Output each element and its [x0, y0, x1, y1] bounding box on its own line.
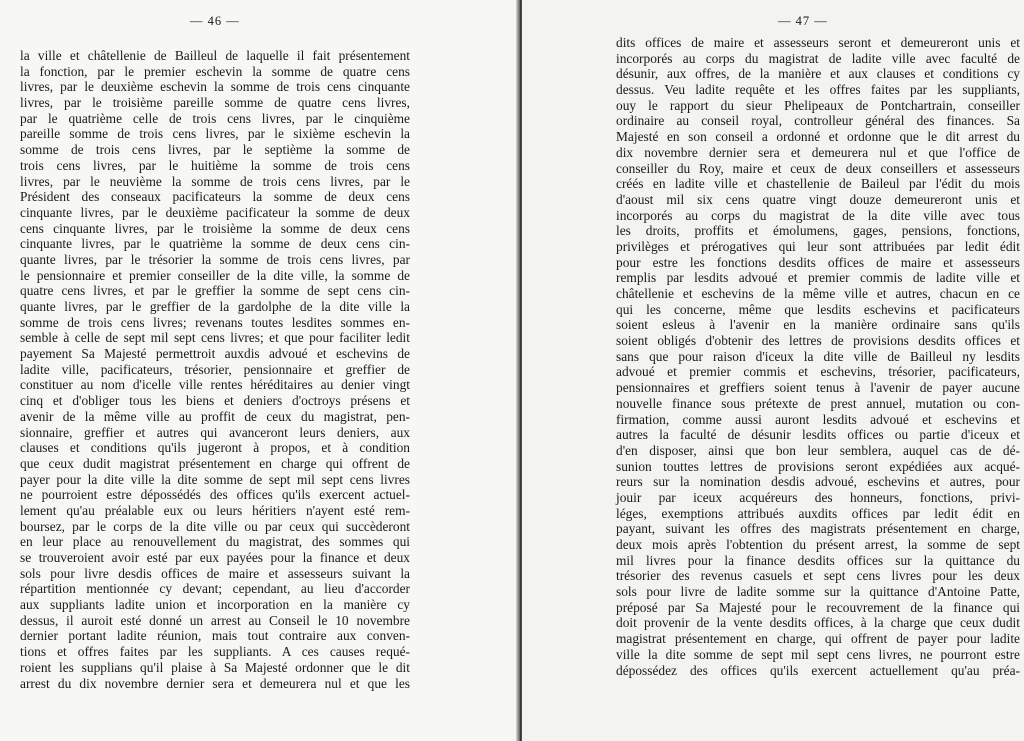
text-line: quante livres, par le trésorier la somme de trois cens livres, par: [20, 251, 410, 267]
text-line: lement qu'au préalable eux ou leurs héritiers n'ayent esté rem-: [20, 502, 410, 518]
text-line: clauses et conditions qu'ils jugeront à propos, et à condition: [20, 440, 410, 456]
text-line: semble à celle de sept mil sept cens livres; et que pour faciliter ledit: [20, 330, 410, 346]
text-line: répartition mentionnée cy devant; cependant, au lieu d'accorder: [20, 581, 410, 597]
text-line: ville la dite somme de sept mil sept cens livres, ne pourront estre: [616, 646, 1020, 662]
page-number-right: — 47 —: [778, 14, 828, 28]
text-line: dépossédez des offices qu'ils exercent actuellement qu'au préa-: [616, 662, 1020, 678]
text-line: incorporés au corps du magistrat de la dite ville avec tous: [616, 207, 1020, 223]
text-line: Majesté en son conseil a ordonné et ordonne que le dit arrest du: [616, 129, 1020, 145]
text-line: reurs sur la nomination desdis advoué, eschevins et autres, pour: [616, 474, 1020, 490]
text-line: désunir, aux offres, de la manière et aux clauses et conditions cy: [616, 66, 1020, 82]
right-page-text: [616, 35, 1020, 678]
right-page: [522, 0, 1024, 741]
text-line: aux suppliants ladite union et incorporation en la manière cy: [20, 597, 410, 613]
text-line: payant, suivant les offres des magistrats présentement en charge,: [616, 521, 1020, 537]
text-line: firmation, comme aussi auront lesdits advoué et eschevins et: [616, 411, 1020, 427]
text-line: livres, par le deuxième eschevin la somme de trois cens cinquante: [20, 79, 410, 95]
text-line: doit provenir de la vente desdits offices, à la charge que ceux dudit: [616, 615, 1020, 631]
text-line: ne pourroient estre dépossédés des offices qu'ils exercent actuel-: [20, 487, 410, 503]
text-line: cinq et d'obliger tous les biens et deniers d'octroys présens et: [20, 393, 410, 409]
text-line: dix novembre dernier sera et demeurera nul et que l'office de: [616, 144, 1020, 160]
text-line: ladite ville, pacificateurs, trésorier, pensionnaire et greffier de: [20, 361, 410, 377]
text-line: remplis par lesdits advoué et premier commis de ladite ville et: [616, 270, 1020, 286]
text-line: pour estre les fonctions desdits offices de maire et assesseurs: [616, 254, 1020, 270]
text-line: d'en disposer, ainsi que bon leur semblera, auquel cas de dé-: [616, 442, 1020, 458]
text-line: livres, par le troisième pareille somme de quatre cens livres,: [20, 95, 410, 111]
text-line: avenir de la même ville au proffit de ceux du magistrat, pen-: [20, 408, 410, 424]
text-line: quante livres, par le greffier de la gardolphe de la dite ville la: [20, 299, 410, 314]
text-line: en leur place au renouvellement du magistrat, des sommes qui: [20, 534, 410, 550]
text-line: payement Sa Majesté permettroit auxdis advoué et eschevins de: [20, 346, 410, 362]
text-line: tions et offres faites par les suppliants. A ces causes requé-: [20, 644, 410, 660]
text-line: sols pour livre de ladite somme sur la quittance d'Antoine Patte,: [616, 584, 1020, 600]
text-line: sans que pour raison d'iceux la dite ville de Bailleul ny lesdits: [616, 348, 1020, 364]
text-line: léges, exemptions attribués auxdits offices par ledit édit en: [616, 505, 1020, 521]
text-line: cens cinquante livres, par le troisième la somme de deux cens: [20, 220, 410, 236]
text-line: somme de trois cens livres, par le septième la somme de: [20, 142, 410, 158]
text-line: conseiller du Roy, maire et ceux de deux conseillers et assesseurs: [616, 160, 1020, 176]
text-line: roient les supplians qu'il plaise à Sa Majesté ordonner que le dit: [20, 659, 410, 675]
left-page-text: [20, 48, 410, 691]
text-line: pensionnaires et greffiers soient tenus à l'avenir de payer aucune: [616, 380, 1020, 396]
text-line: dernier portant ladite réunion, mais tout contraire aux conven-: [20, 628, 410, 644]
text-line: sols pour livre desdis offices de maire et assesseurs suivant la: [20, 565, 410, 581]
text-line: soient obligés d'obtenir des lettres de provisions desdits offices et: [616, 333, 1020, 349]
text-line: préposé par Sa Majesté pour le recouvrement de la finance qui: [616, 599, 1020, 615]
text-line: dessus. Veu ladite requête et les offres faites par les suppliants,: [616, 82, 1020, 98]
text-line: pareille somme de trois cens livres, par le sixième eschevin la: [20, 126, 410, 142]
text-line: ordinaire au conseil royal, controlleur général des finances. Sa: [616, 113, 1020, 129]
text-line: nouvelle finance sous prétexte de prest annuel, mutation ou con-: [616, 395, 1020, 411]
text-line: que ceux dudit magistrat présentement en charge qui offrent de: [20, 455, 410, 471]
text-line: la ville et châtellenie de Bailleul de laquelle il fait présentement: [20, 48, 410, 63]
text-line: trois cens livres, par le huitième la somme de trois cens: [20, 157, 410, 173]
text-line: somme de trois cens livres; revenans toutes lesdites sommes en-: [20, 314, 410, 330]
text-line: les droits, proffits et émolumens, gages, pensions, fonctions,: [616, 223, 1020, 239]
text-line: par le quatrième celle de trois cens livres, par le cinquième: [20, 110, 410, 126]
text-line: jouir par iceux acquéreurs des honneurs, fonctions, privi-: [616, 489, 1020, 505]
text-line: boursez, par le corps de la dite ville ou par ceux qui succèderont: [20, 518, 410, 534]
text-line: sionnaire, greffier et autres qui avanceront leurs deniers, aux: [20, 424, 410, 440]
text-line: dessus, il auroit esté donné un arrest au Conseil le 10 novembre: [20, 612, 410, 628]
text-line: cinquante livres, par le deuxième pacificateur la somme de deux: [20, 204, 410, 220]
text-line: ouy le rapport du sieur Phelipeaux de Pontchartrain, conseiller: [616, 97, 1020, 113]
text-line: châtellenie et eschevins de la même ville et autres, chacun en ce: [616, 286, 1020, 301]
text-line: incorporés au corps du magistrat de ladite ville avec faculté de: [616, 50, 1020, 66]
text-line: dits offices de maire et assesseurs seront et demeureront unis et: [616, 35, 1020, 50]
text-line: soient esleus à l'avenir en la manière ordinaire sans qu'ils: [616, 317, 1020, 333]
text-line: advoué et premier commis et eschevins, trésorier, pacificateurs,: [616, 364, 1020, 380]
text-line: d'aoust mil six cens quatre vingt douze demeureront unis et: [616, 191, 1020, 207]
text-line: autres la faculté de désunir lesdits offices ou partie d'iceux et: [616, 427, 1020, 443]
text-line: deux mois après l'obtention du présent arrest, la somme de sept: [616, 537, 1020, 552]
text-line: cinquante livres, par le quatrième la somme de deux cens cin-: [20, 236, 410, 252]
page-number-left: — 46 —: [190, 14, 240, 28]
text-line: qui les concerne, même que lesdits eschevins et pacificateurs: [616, 301, 1020, 317]
text-line: trésorier des revenus casuels et sept cens livres pour les deux: [616, 568, 1020, 584]
text-line: le pensionnaire et premier conseiller de la dite ville, la somme de: [20, 267, 410, 283]
text-line: se trouveroient avoir esté par eux payées pour la finance et deux: [20, 550, 410, 565]
text-line: la fonction, par le premier eschevin la somme de quatre cens: [20, 63, 410, 79]
text-line: quatre cens livres, et par le greffier la somme de sept cens cin-: [20, 283, 410, 299]
text-line: sunion touttes lettres de provisions seront expédiées aux acqué-: [616, 458, 1020, 474]
text-line: payer pour la dite ville la dite somme de sept mil sept cens livres: [20, 471, 410, 487]
text-line: privilèges et prérogatives qui leur sont attribuées par ledit édit: [616, 238, 1020, 254]
text-line: magistrat présentement en charge, qui offrent de payer pour ladite: [616, 631, 1020, 647]
text-line: constituer au nom d'icelle ville rentes héréditaires au denier vingt: [20, 377, 410, 393]
text-line: mil livres pour la finance desdits offices sur la quittance du: [616, 552, 1020, 568]
text-line: Président des conseaux pacificateurs la somme de deux cens: [20, 189, 410, 205]
text-line: livres, par le neuvième la somme de trois cens livres, par le: [20, 173, 410, 189]
text-line: créés en ladite ville et chastellenie de Baileul par l'édit du mois: [616, 176, 1020, 192]
text-line: arrest du dix novembre dernier sera et demeurera nul et que les: [20, 675, 410, 691]
